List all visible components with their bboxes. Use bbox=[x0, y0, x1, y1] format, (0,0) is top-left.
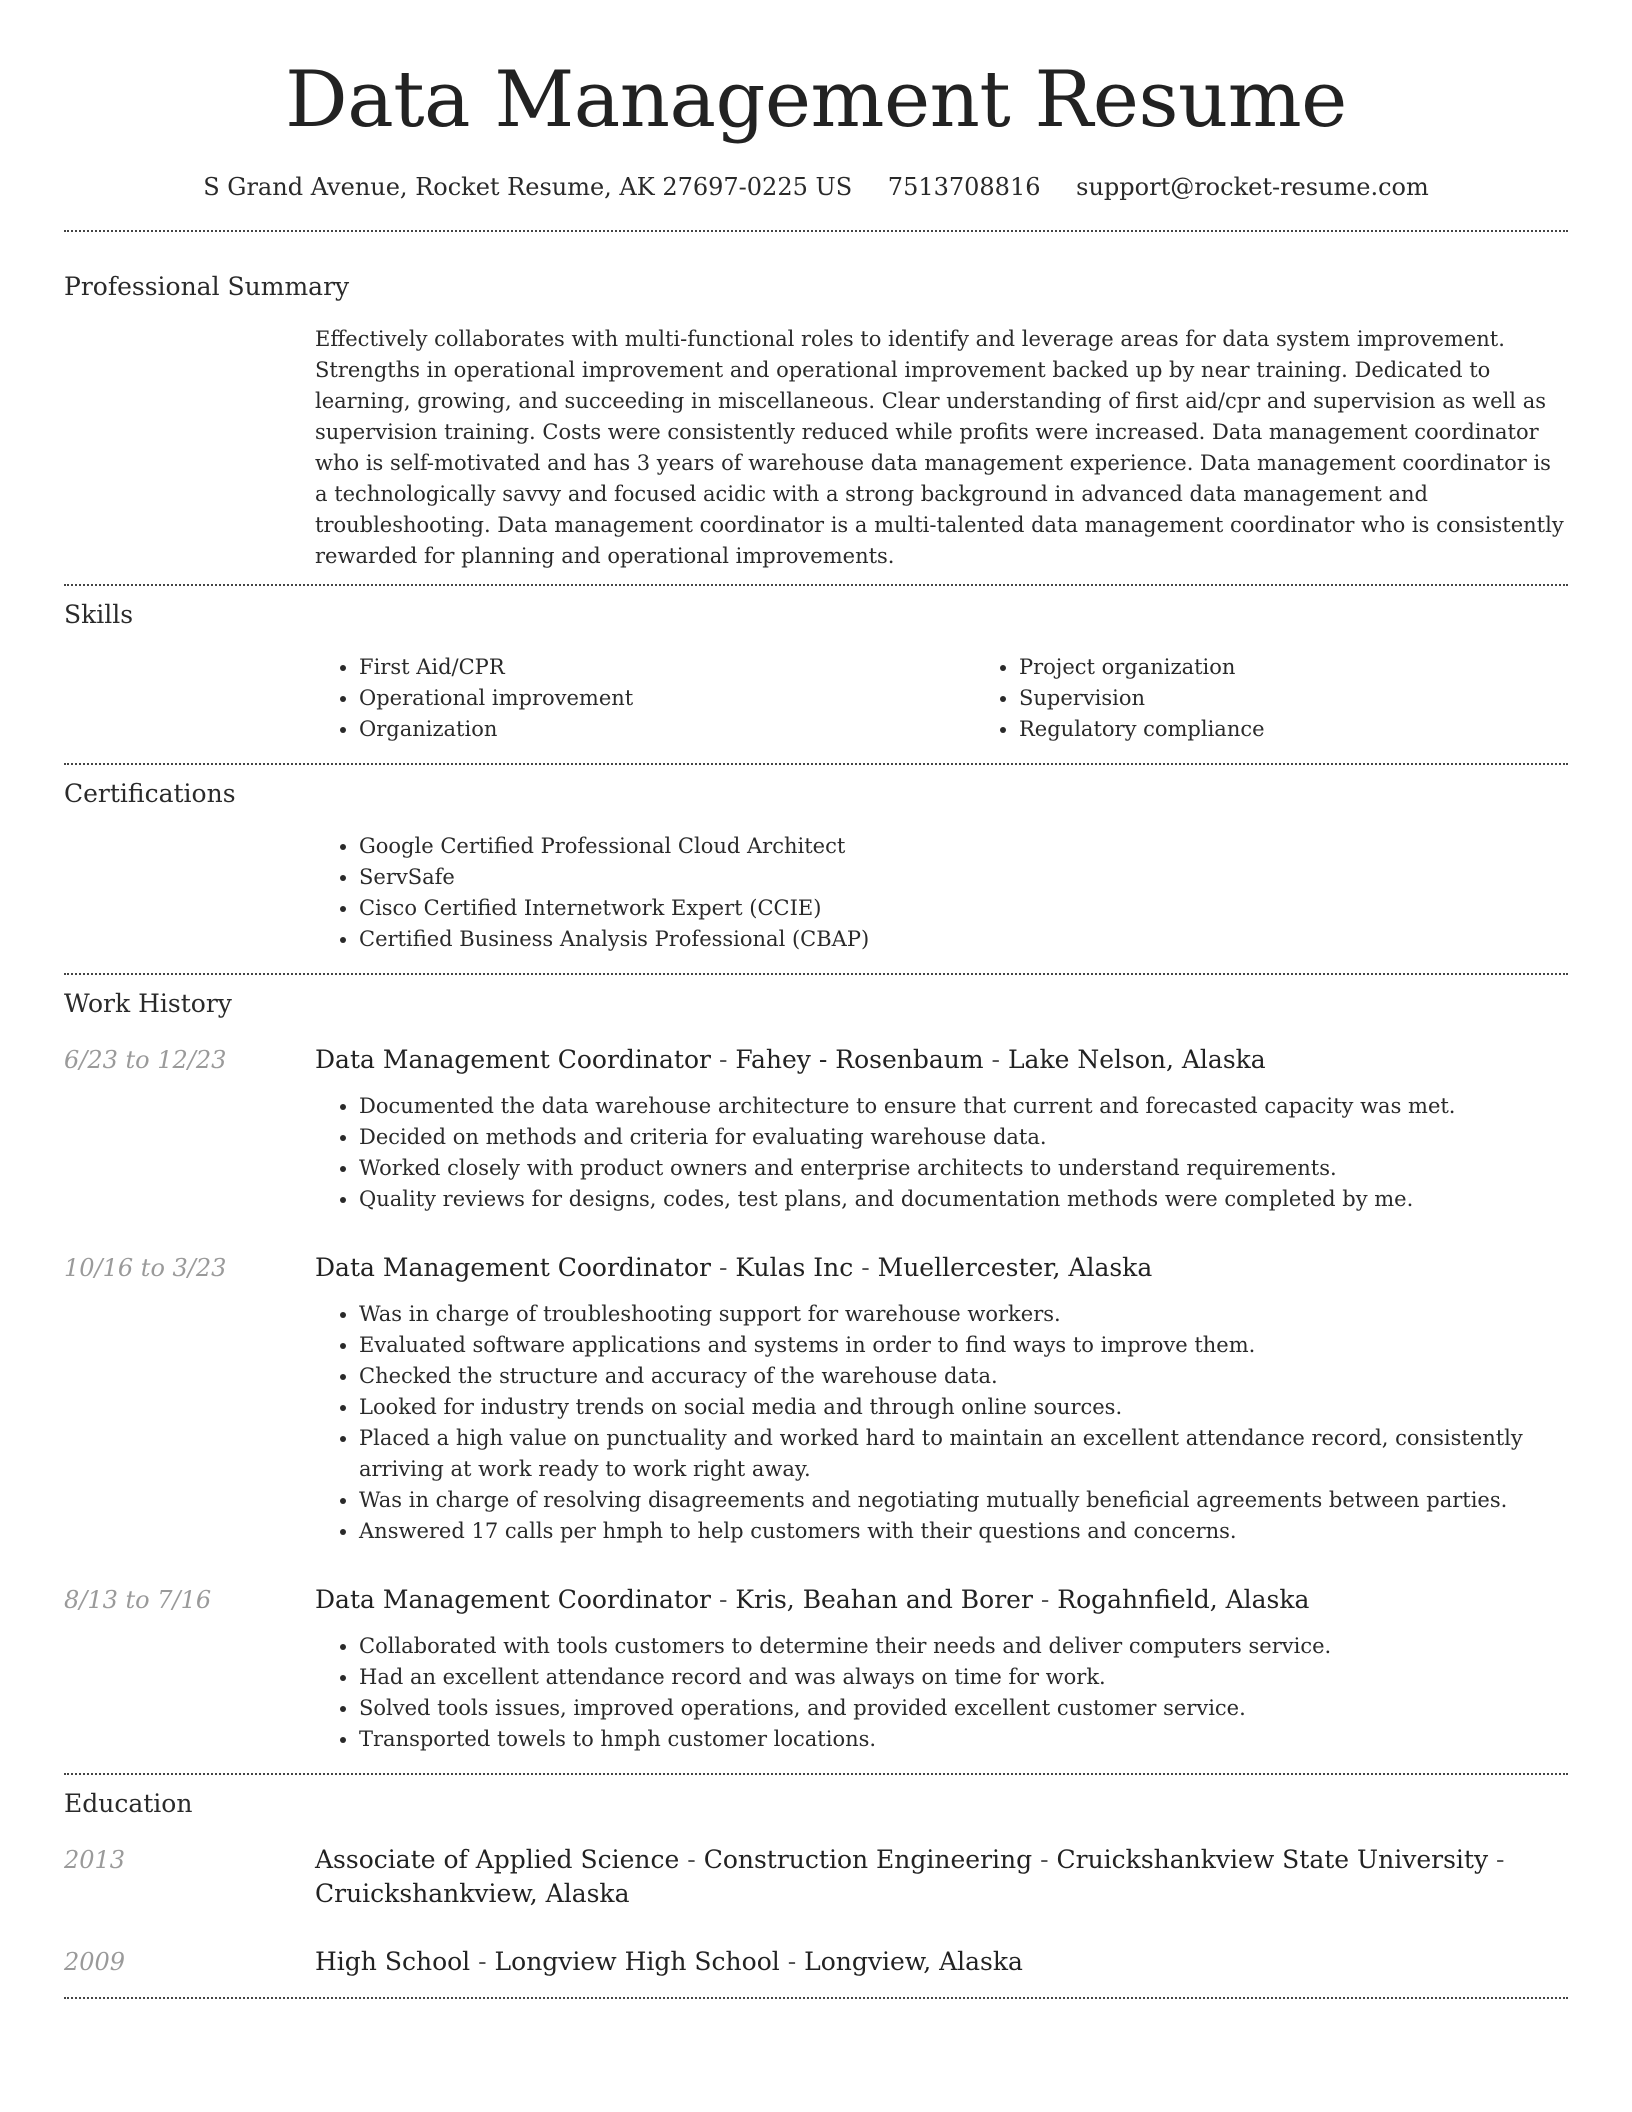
list-item: • Checked the structure and accuracy of the warehouse data. bbox=[359, 1361, 1568, 1392]
job-dates: 6/23 to 12/23 bbox=[64, 1046, 227, 1074]
education-year: 2013 bbox=[64, 1846, 126, 1874]
education-heading: Associate of Applied Science - Construction Engineering - Cruickshankview State University - Cruickshankview, Alaska bbox=[315, 1845, 1505, 1908]
education-degree: High School bbox=[315, 1947, 471, 1976]
education-location: Longview, Alaska bbox=[804, 1947, 1023, 1976]
contact-line bbox=[64, 170, 1568, 204]
job-location: Muellercester, Alaska bbox=[877, 1253, 1153, 1282]
list-item: • Answered 17 calls per hmph to help customers with their questions and concerns. bbox=[359, 1516, 1568, 1547]
section-heading-education: Education bbox=[64, 1789, 193, 1818]
list-item: • Decided on methods and criteria for evaluating warehouse data. bbox=[359, 1122, 1568, 1153]
job-title: Data Management Coordinator bbox=[315, 1585, 711, 1614]
list-item: • ServSafe bbox=[359, 862, 1568, 893]
list-item: • Documented the data warehouse architecture to ensure that current and forecasted capacity was met. bbox=[359, 1091, 1568, 1122]
list-item: • Regulatory compliance bbox=[1019, 714, 1632, 745]
education-degree: Associate of Applied Science bbox=[315, 1845, 680, 1874]
list-item: • Transported towels to hmph customer locations. bbox=[359, 1724, 1568, 1755]
list-item: • Placed a high value on punctuality and worked hard to maintain an excellent attendance record, consistently arriving at work ready to work right away. bbox=[359, 1423, 1568, 1485]
skills-list bbox=[315, 652, 1632, 745]
job-entry bbox=[64, 1583, 1568, 1755]
job-title: Data Management Coordinator bbox=[315, 1045, 711, 1074]
job-company: Kulas Inc bbox=[735, 1253, 854, 1282]
education-year: 2009 bbox=[64, 1948, 126, 1976]
work-history-section bbox=[64, 975, 1568, 1755]
resume-title: Data Management Resume bbox=[285, 55, 1347, 145]
skills-column-right bbox=[975, 652, 1632, 745]
job-heading: Data Management Coordinator - Kris, Beahan and Borer - Rogahnfield, Alaska bbox=[315, 1585, 1310, 1614]
section-heading-summary: Professional Summary bbox=[64, 272, 350, 301]
list-item: • Project organization bbox=[1019, 652, 1632, 683]
list-item: • Had an excellent attendance record and was always on time for work. bbox=[359, 1662, 1568, 1693]
list-item: • Quality reviews for designs, codes, test plans, and documentation methods were completed by me. bbox=[359, 1184, 1568, 1215]
contact-phone: 7513708816 bbox=[887, 173, 1041, 201]
education-school: Cruickshankview State University bbox=[1056, 1845, 1489, 1874]
list-item: • First Aid/CPR bbox=[359, 652, 975, 683]
divider bbox=[64, 1997, 1568, 1999]
list-item: • Solved tools issues, improved operations, and provided excellent customer service. bbox=[359, 1693, 1568, 1724]
education-school: Longview High School bbox=[494, 1947, 780, 1976]
education-location: Cruickshankview, Alaska bbox=[315, 1879, 630, 1908]
contact-email: support@rocket-resume.com bbox=[1076, 173, 1429, 201]
job-bullets bbox=[315, 1091, 1568, 1215]
job-title: Data Management Coordinator bbox=[315, 1253, 711, 1282]
job-company: Kris, Beahan and Borer bbox=[735, 1585, 1033, 1614]
list-item: • Worked closely with product owners and enterprise architects to understand requirements. bbox=[359, 1153, 1568, 1184]
job-bullets bbox=[315, 1299, 1568, 1547]
skills-column-left bbox=[315, 652, 975, 745]
list-item: • Was in charge of resolving disagreements and negotiating mutually beneficial agreements between parties. bbox=[359, 1485, 1568, 1516]
job-location: Lake Nelson, Alaska bbox=[1007, 1045, 1266, 1074]
job-bullets bbox=[315, 1631, 1568, 1755]
skills-section bbox=[64, 586, 1568, 745]
resume-page bbox=[64, 0, 1568, 1999]
job-dates: 8/13 to 7/16 bbox=[64, 1586, 212, 1614]
job-location: Rogahnfield, Alaska bbox=[1057, 1585, 1310, 1614]
list-item: • Supervision bbox=[1019, 683, 1632, 714]
job-company: Fahey - Rosenbaum bbox=[735, 1045, 984, 1074]
certifications-section bbox=[64, 765, 1568, 955]
certifications-list bbox=[315, 831, 1568, 955]
section-heading-certifications: Certifications bbox=[64, 779, 236, 808]
education-entry bbox=[64, 1843, 1568, 1911]
list-item: • Organization bbox=[359, 714, 975, 745]
education-field: Construction Engineering bbox=[703, 1845, 1033, 1874]
list-item: • Cisco Certified Internetwork Expert (CCIE) bbox=[359, 893, 1568, 924]
list-item: • Was in charge of troubleshooting support for warehouse workers. bbox=[359, 1299, 1568, 1330]
job-heading: Data Management Coordinator - Fahey - Rosenbaum - Lake Nelson, Alaska bbox=[315, 1045, 1266, 1074]
section-heading-work-history: Work History bbox=[64, 989, 232, 1018]
list-item: • Operational improvement bbox=[359, 683, 975, 714]
education-entry bbox=[64, 1945, 1568, 1979]
education-heading: High School - Longview High School - Longview, Alaska bbox=[315, 1947, 1023, 1976]
job-heading: Data Management Coordinator - Kulas Inc - Muellercester, Alaska bbox=[315, 1253, 1153, 1282]
job-dates: 10/16 to 3/23 bbox=[64, 1254, 227, 1282]
list-item: • Looked for industry trends on social media and through online sources. bbox=[359, 1392, 1568, 1423]
summary-section bbox=[64, 232, 1568, 572]
contact-address: S Grand Avenue, Rocket Resume, AK 27697-0225 US bbox=[203, 173, 853, 201]
job-entry bbox=[64, 1251, 1568, 1547]
list-item: • Certified Business Analysis Professional (CBAP) bbox=[359, 924, 1568, 955]
job-entry bbox=[64, 1043, 1568, 1215]
list-item: • Google Certified Professional Cloud Architect bbox=[359, 831, 1568, 862]
section-heading-skills: Skills bbox=[64, 600, 134, 629]
summary-text: Effectively collaborates with multi-functional roles to identify and leverage areas for data system improvement. Strengths in operational improvement and operational improvement backed up by near training. Dedicated to learning, growing, and succeeding in miscellaneous. Clear understanding of first aid/cpr and supervision as well as supervision training. Costs were consistently reduced while profits were increased. Data management coordinator who is self-motivated and has 3 years of warehouse data management experience. Data management coordinator is a technologically savvy and focused acidic with a strong background in advanced data management and troubleshooting. Data management coordinator is a multi-talented data management coordinator who is consistently rewarded for planning and operational improvements. bbox=[315, 327, 1564, 568]
list-item: • Collaborated with tools customers to determine their needs and deliver computers service. bbox=[359, 1631, 1568, 1662]
list-item: • Evaluated software applications and systems in order to find ways to improve them. bbox=[359, 1330, 1568, 1361]
education-section bbox=[64, 1775, 1568, 1979]
